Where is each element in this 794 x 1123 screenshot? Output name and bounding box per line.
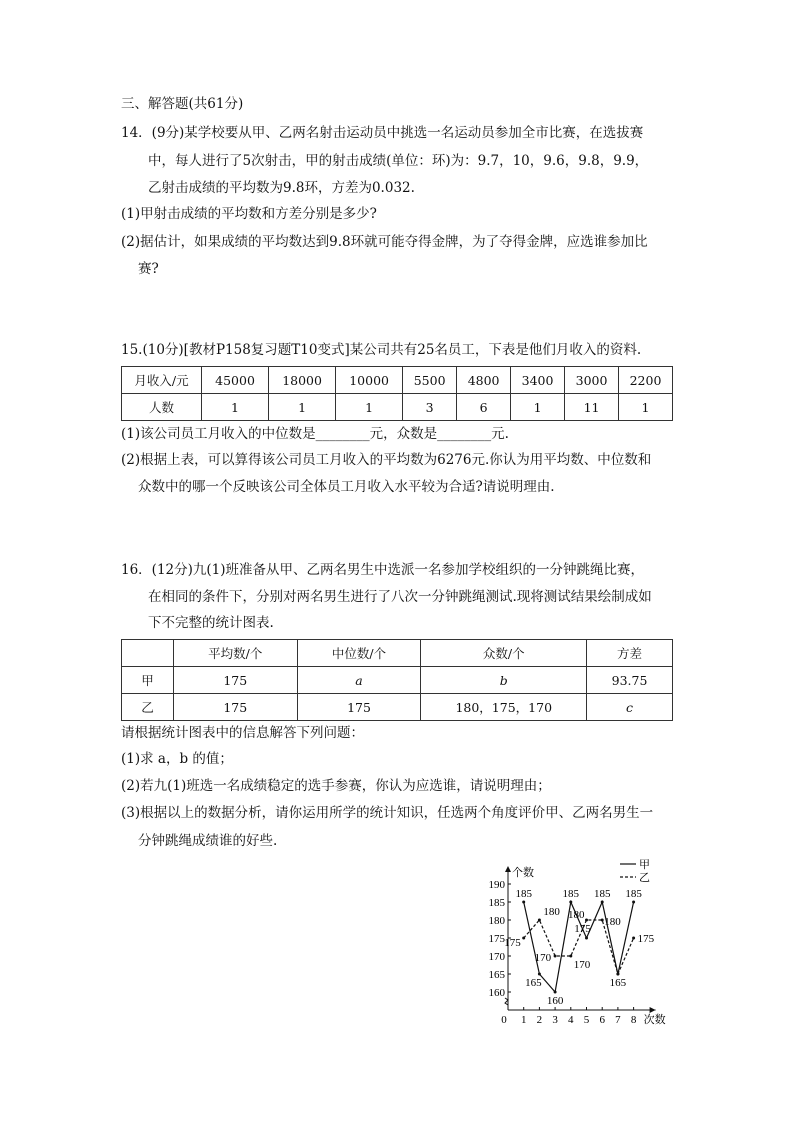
x-tick-label: 1 bbox=[520, 1014, 527, 1026]
stats-cell: 180，175，170 bbox=[421, 694, 587, 721]
x-tick-label: 8 bbox=[630, 1014, 637, 1026]
y-axis-label: 个数 bbox=[512, 867, 534, 879]
y-tick-label: 185 bbox=[488, 897, 505, 909]
income-cell: 3400 bbox=[511, 367, 565, 394]
q14-part1: (1)甲射击成绩的平均数和方差分别是多少? bbox=[121, 206, 377, 222]
y-tick-label: 160 bbox=[488, 987, 505, 999]
income-cell: 5500 bbox=[403, 367, 457, 394]
data-label-jia: 185 bbox=[593, 888, 611, 900]
q14-stem-line3: 乙射击成绩的平均数为9.8环，方差为0.032. bbox=[148, 180, 415, 196]
q16-part3-line1: (3)根据以上的数据分析，请你运用所学的统计知识，任选两个角度评价甲、乙两名男生一 bbox=[121, 805, 654, 821]
x-tick-label: 5 bbox=[583, 1014, 590, 1026]
data-label-yi: 170 bbox=[534, 952, 552, 964]
q15-part2-line2: 众数中的哪一个反映该公司全体员工月收入水平较为合适?请说明理由. bbox=[138, 479, 555, 495]
data-point-yi bbox=[538, 919, 541, 922]
income-cell: 4800 bbox=[457, 367, 511, 394]
stats-cell: 175 bbox=[173, 667, 297, 694]
x-tick-label: 6 bbox=[599, 1014, 605, 1026]
q14-stem-line2: 中，每人进行了5次射击，甲的射击成绩(单位：环)为：9.7，10，9.6，9.8，9.9， bbox=[148, 153, 649, 169]
q15-part1: (1)该公司员工月收入的中位数是________元，众数是________元. bbox=[121, 426, 509, 442]
stats-table bbox=[121, 639, 673, 721]
income-cell: 3000 bbox=[565, 367, 619, 394]
y-tick-label: 170 bbox=[488, 951, 505, 963]
count-cell: 1 bbox=[269, 394, 336, 421]
data-point-yi bbox=[585, 919, 588, 922]
data-point-yi bbox=[522, 937, 525, 940]
q16-part1: (1)求 a，b 的值； bbox=[121, 751, 233, 767]
x-axis-label: 次数 bbox=[643, 1014, 666, 1026]
q16-stem-line3: 下不完整的统计图表. bbox=[148, 615, 274, 631]
count-cell: 6 bbox=[457, 394, 511, 421]
data-label-yi: 170 bbox=[573, 959, 591, 971]
stats-cell: 175 bbox=[297, 694, 421, 721]
x-tick-label: 2 bbox=[536, 1014, 543, 1026]
stats-cell: b bbox=[421, 667, 587, 694]
data-point-jia bbox=[601, 901, 604, 904]
stats-cell: 乙 bbox=[122, 694, 174, 721]
y-tick-label: 180 bbox=[488, 915, 505, 927]
income-cell: 18000 bbox=[269, 367, 336, 394]
data-point-jia bbox=[522, 901, 525, 904]
data-point-jia bbox=[632, 901, 635, 904]
q15-stem: 15.(10分)[教材P158复习题T10变式]某公司共有25名员工，下表是他们月收入的资料. bbox=[121, 342, 642, 358]
stats-header-cell: 中位数/个 bbox=[297, 640, 421, 667]
q14-part2-line2: 赛? bbox=[138, 261, 159, 277]
data-label-jia: 175 bbox=[574, 923, 591, 935]
stats-cell: 甲 bbox=[122, 667, 174, 694]
count-cell: 11 bbox=[565, 394, 619, 421]
stats-row-yi bbox=[122, 694, 673, 721]
stats-cell: 93.75 bbox=[587, 667, 673, 694]
count-cell: 1 bbox=[619, 394, 673, 421]
stats-header-cell: 众数/个 bbox=[421, 640, 587, 667]
stats-cell: c bbox=[587, 694, 673, 721]
q16-stem-line1: 16．(12分)九(1)班准备从甲、乙两名男生中选派一名参加学校组织的一分钟跳绳比赛， bbox=[121, 562, 645, 578]
income-cell: 45000 bbox=[202, 367, 269, 394]
income-cell: 2200 bbox=[619, 367, 673, 394]
q15-part2-line1: (2)根据上表，可以算得该公司员工月收入的平均数为6276元.你认为用平均数、中位数和 bbox=[121, 452, 652, 468]
legend-label-yi: 乙 bbox=[639, 872, 650, 884]
data-point-yi bbox=[632, 937, 635, 940]
data-point-jia bbox=[569, 901, 572, 904]
x-tick-label: 7 bbox=[615, 1014, 621, 1026]
legend-label-jia: 甲 bbox=[639, 859, 650, 871]
data-point-yi bbox=[569, 955, 572, 958]
stats-cell: a bbox=[297, 667, 421, 694]
count-cell: 1 bbox=[202, 394, 269, 421]
data-label-jia: 165 bbox=[525, 977, 542, 989]
data-point-yi bbox=[616, 973, 619, 976]
stats-header-cell: 平均数/个 bbox=[173, 640, 297, 667]
y-axis-arrow bbox=[505, 866, 511, 872]
income-table bbox=[121, 366, 673, 421]
q16-part3-line2: 分钟跳绳成绩谁的好些. bbox=[138, 833, 278, 849]
data-point-jia bbox=[538, 973, 541, 976]
data-point-jia bbox=[554, 991, 557, 994]
x-axis-arrow bbox=[650, 1007, 656, 1013]
x-tick-label: 4 bbox=[568, 1014, 574, 1026]
data-label-yi: 175 bbox=[504, 937, 521, 949]
jump-rope-line-chart bbox=[478, 858, 698, 1030]
stats-row-jia bbox=[122, 667, 673, 694]
count-cell: 1 bbox=[511, 394, 565, 421]
data-point-yi bbox=[554, 955, 557, 958]
q16-part2: (2)若九(1)班选一名成绩稳定的选手参赛，你认为应选谁，请说明理由； bbox=[121, 778, 551, 794]
q16-prompt: 请根据统计图表中的信息解答下列问题： bbox=[121, 725, 364, 741]
data-label-yi: 180 bbox=[568, 909, 585, 921]
data-label-yi: 180 bbox=[604, 916, 621, 928]
data-label-jia: 160 bbox=[546, 995, 564, 1007]
data-label-jia: 165 bbox=[609, 977, 627, 989]
count-row bbox=[122, 394, 673, 421]
income-row-header: 月收入/元 bbox=[122, 367, 202, 394]
data-label-jia: 185 bbox=[625, 888, 642, 900]
y-tick-label: 165 bbox=[488, 969, 505, 981]
q16-stem-line2: 在相同的条件下，分别对两名男生进行了八次一分钟跳绳测试.现将测试结果绘制成如 bbox=[148, 589, 652, 605]
data-label-jia: 185 bbox=[515, 888, 532, 900]
count-cell: 3 bbox=[403, 394, 457, 421]
data-point-jia bbox=[585, 937, 588, 940]
income-cell: 10000 bbox=[336, 367, 403, 394]
x-tick-label: 3 bbox=[552, 1014, 558, 1026]
section-title: 三、解答题(共61分) bbox=[121, 96, 244, 112]
y-tick-label: 175 bbox=[488, 933, 505, 945]
stats-header-cell bbox=[122, 640, 174, 667]
data-label-yi: 180 bbox=[543, 906, 560, 918]
y-tick-label: 190 bbox=[488, 879, 505, 891]
data-label-yi: 175 bbox=[637, 933, 655, 945]
stats-cell: 175 bbox=[173, 694, 297, 721]
income-row bbox=[122, 367, 673, 394]
stats-header-cell: 方差 bbox=[587, 640, 673, 667]
count-row-header: 人数 bbox=[122, 394, 202, 421]
q14-part2-line1: (2)据估计，如果成绩的平均数达到9.8环就可能夺得金牌，为了夺得金牌，应选谁参加比 bbox=[121, 234, 648, 250]
stats-header-row bbox=[122, 640, 673, 667]
count-cell: 1 bbox=[336, 394, 403, 421]
data-label-jia: 185 bbox=[562, 888, 580, 900]
q14-stem-line1: 14．(9分)某学校要从甲、乙两名射击运动员中挑选一名运动员参加全市比赛，在选拔赛 bbox=[121, 125, 644, 141]
x-tick-label: 0 bbox=[501, 1014, 507, 1026]
